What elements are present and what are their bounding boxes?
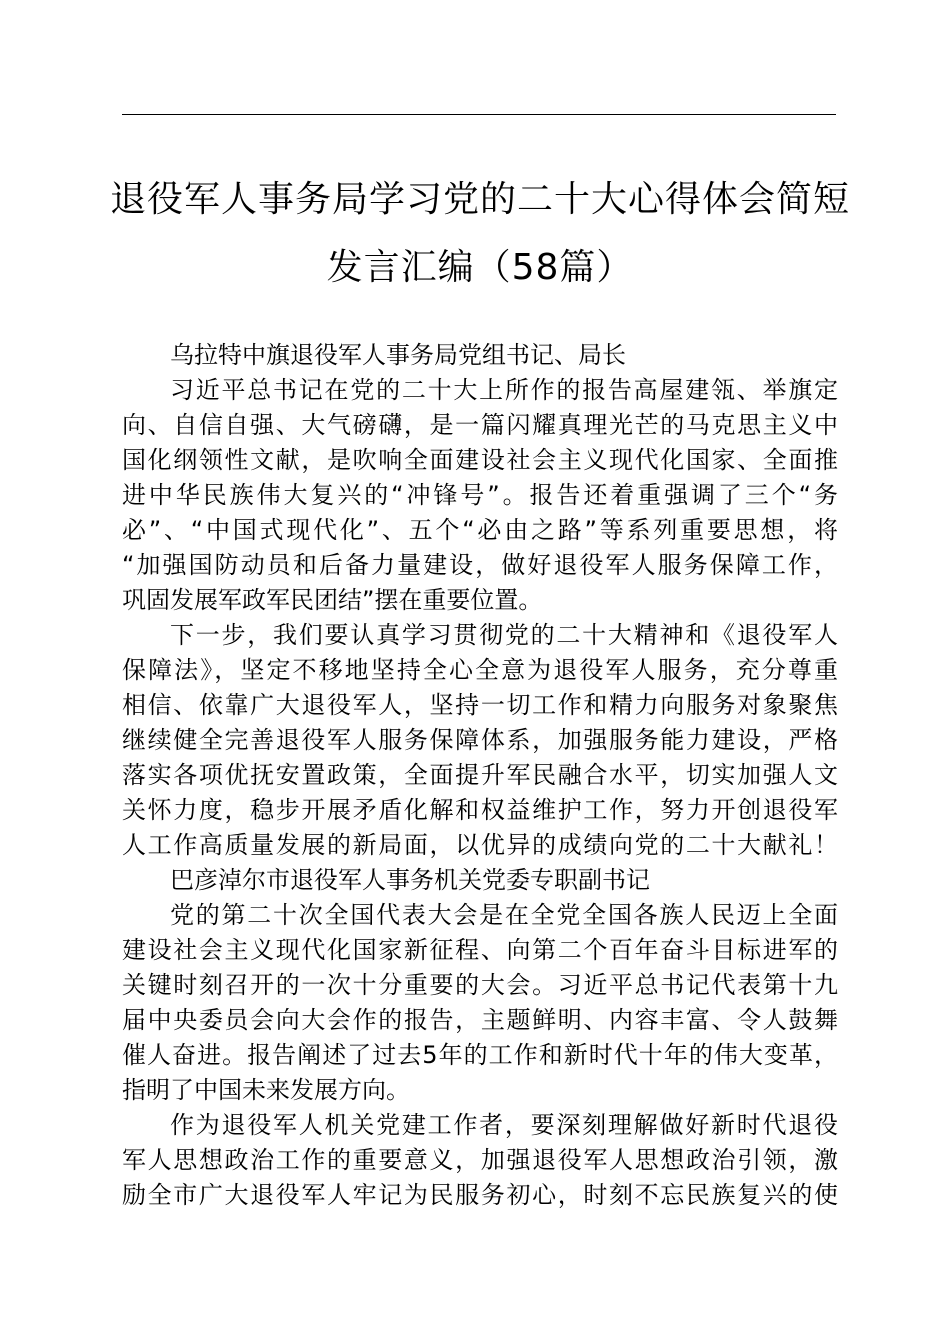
body-line: 进中华民族伟大复兴的“冲锋号”。报告还着重强调了三个“务 (122, 481, 838, 509)
body-line: 落实各项优抚安置政策，全面提升军民融合水平，切实加强人文 (122, 761, 838, 789)
body-line: “加强国防动员和后备力量建设，做好退役军人服务保障工作， (122, 551, 838, 579)
body-line: 人工作高质量发展的新局面，以优异的成绩向党的二十大献礼！ (122, 831, 838, 859)
body-line: 相信、依靠广大退役军人，坚持一切工作和精力向服务对象聚焦 (122, 691, 838, 719)
author-heading: 巴彦淖尔市退役军人事务机关党委专职副书记 (170, 866, 650, 894)
body-line: 国化纲领性文献，是吹响全面建设社会主义现代化国家、全面推 (122, 446, 838, 474)
body-line: 军人思想政治工作的重要意义，加强退役军人思想政治引领，激 (122, 1146, 838, 1174)
body-line: 励全市广大退役军人牢记为民服务初心，时刻不忘民族复兴的使 (122, 1181, 838, 1209)
body-line: 党的第二十次全国代表大会是在全党全国各族人民迈上全面 (170, 901, 838, 929)
header-rule (122, 114, 836, 115)
body-line: 作为退役军人机关党建工作者，要深刻理解做好新时代退役 (170, 1111, 838, 1139)
body-line: 催人奋进。报告阐述了过去5年的工作和新时代十年的伟大变革， (122, 1041, 838, 1069)
body-line: 建设社会主义现代化国家新征程、向第二个百年奋斗目标进军的 (122, 936, 838, 964)
document-title-line-1: 退役军人事务局学习党的二十大心得体会简短 (110, 179, 851, 220)
body-line: 继续健全完善退役军人服务保障体系，加强服务能力建设，严格 (122, 726, 838, 754)
body-line: 指明了中国未来发展方向。 (122, 1076, 410, 1104)
author-heading: 乌拉特中旗退役军人事务局党组书记、局长 (170, 341, 626, 369)
document-title-line-2: 发言汇编（58篇） (326, 247, 634, 288)
body-line: 届中央委员会向大会作的报告，主题鲜明、内容丰富、令人鼓舞 (122, 1006, 838, 1034)
body-line: 必”、“中国式现代化”、五个“必由之路”等系列重要思想，将 (122, 516, 838, 544)
body-line: 习近平总书记在党的二十大上所作的报告高屋建瓴、举旗定 (170, 376, 838, 404)
body-line: 下一步，我们要认真学习贯彻党的二十大精神和《退役军人 (170, 621, 838, 649)
body-line: 关键时刻召开的一次十分重要的大会。习近平总书记代表第十九 (122, 971, 838, 999)
body-line: 向、自信自强、大气磅礴，是一篇闪耀真理光芒的马克思主义中 (122, 411, 838, 439)
body-line: 关怀力度，稳步开展矛盾化解和权益维护工作，努力开创退役军 (122, 796, 838, 824)
body-line: 巩固发展军政军民团结”摆在重要位置。 (122, 586, 543, 614)
body-line: 保障法》，坚定不移地坚持全心全意为退役军人服务，充分尊重 (122, 656, 838, 684)
